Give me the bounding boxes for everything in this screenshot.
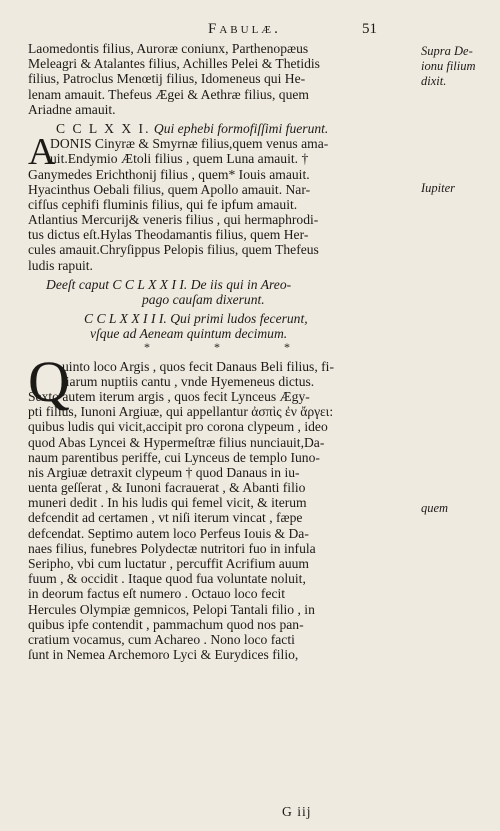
text-line: lenam amauit. Thefeus Ægei & Aethræ filius, quem <box>28 86 310 102</box>
text-line: filius, Patroclus Menœtij filius, Idomeneus qui He- <box>28 71 306 87</box>
margin-note-1 <box>421 44 476 89</box>
page-number: 51 <box>362 21 377 37</box>
star: * <box>144 339 150 354</box>
text-line: quibus ludis qui vicit,accipit pro corona clypeum , ideo <box>28 419 328 435</box>
text-line: naum parentibus periffe, cui Lynceus de templo Iuno- <box>28 449 320 465</box>
star: * <box>284 339 290 354</box>
text-line: ludis rapuit. <box>28 257 93 273</box>
text-line: cratium vocamus, cum Achareo . Nono loco facti <box>28 631 295 647</box>
text-line: Ariadne amauit. <box>28 101 116 117</box>
chapter-numeral: C C L X X I. <box>56 120 151 136</box>
text-line: Ganymedes Erichthonij filius , quem* Iouis amauit. <box>28 166 310 182</box>
chapter-heading-272 <box>28 277 396 307</box>
chapter-heading-273 <box>28 311 396 341</box>
text-line: defcendat. Septimo autem loco Perfeus Iouis & Da- <box>28 525 309 541</box>
text-line: Meleagri & Atalantes filius, Achilles Pelei & Thetidis <box>28 56 320 72</box>
text-line: Laomedontis filius, Auroræ coniunx, Parthenopæus <box>28 41 309 56</box>
margin-note-3 <box>421 501 448 516</box>
heading-line: vſque ad Aeneam quintum decimum. <box>90 326 288 342</box>
text-line: uinto loco Argis , quos fecit Danaus Beli filius, fi- <box>62 358 334 374</box>
margin-note-1-line: ionu filium <box>421 59 476 73</box>
text-line: Hercules Olympiæ gemnicos, Pelopi Tantali filio , in <box>28 601 315 617</box>
heading-line: C C L X X I I I. Qui primi ludos fecerunt, <box>84 311 308 327</box>
text-line: pti filius, Iunoni Argiuæ, qui appellantur ἀσπὶς ἐν ἄργει: <box>28 404 334 420</box>
star: * <box>214 339 220 354</box>
signature-mark: G iij <box>282 804 312 819</box>
running-head <box>0 21 500 41</box>
heading-line: Deeſt caput C C L X X I I. De iis qui in Areo- <box>46 276 292 292</box>
text-line: Hyacinthus Oebali filius, quem Apollo amauit. Nar- <box>28 181 311 197</box>
margin-note-1-line: dixit. <box>421 74 447 88</box>
text-line: nis Argiuæ detraxit clypeum † quod Danaus in iu- <box>28 464 300 480</box>
text-line: Atlantius Mercurij& veneris filius , qui hermaphrodi- <box>28 212 319 228</box>
asterism <box>28 339 396 355</box>
text-line: quibus ipfe contendit , pammachum quod nos pan- <box>28 616 304 632</box>
text-line: DONIS Cinyræ & Smyrnæ filius,quem venus ama- <box>50 136 329 152</box>
text-line: defcendit ad certamen , vt niſi iterum vincat , fæpe <box>28 510 303 526</box>
text-line: Seripho, vbi cum luctatur , percuffit Acrifium auum <box>28 556 309 571</box>
chapter-heading-271 <box>28 121 396 136</box>
margin-note-1-line: Supra De- <box>421 44 473 58</box>
text-line: cules amauit.Chryſippus Pelopis filius, quem Thefeus <box>28 242 319 258</box>
fable-273 <box>28 348 396 663</box>
text-column <box>28 41 396 662</box>
text-line: Sexto autem iterum argis , quos fecit Lynceus Ægy- <box>28 388 310 404</box>
page-title: Fabulæ. <box>208 21 281 37</box>
text-line: uenta geſſerat , & Iunoni facrauerat , & Abanti filio <box>28 480 306 496</box>
text-line: tus dictus eſt.Hylas Theodamantis filius, quem Her- <box>28 227 309 243</box>
text-line: ſunt in Nemea Archemoro Lyci & Eurydices filio, <box>28 647 299 663</box>
text-line: in deorum factus eſt numero . Octauo loco fecit <box>28 586 286 602</box>
heading-line: pago cauſam dixerunt. <box>142 292 265 307</box>
text-line: naes filius, funebres Polydectæ nutritori fuo in infula <box>28 540 316 556</box>
text-line: quod Abas Lyncei & Hypermeſtræ filius nunciauit,Da- <box>28 434 325 450</box>
text-line: liarum nuptiis cantu , vnde Hyemeneus dictus. <box>62 373 315 389</box>
margin-note-3-line: quem <box>421 501 449 515</box>
drop-cap: Q <box>28 348 70 414</box>
text-line: cifſus cephifi fluminis filius, qui fe ipfum amauit. <box>28 196 298 212</box>
text-line: muneri dedit . In his ludis qui femel vicit, & iterum <box>28 495 307 511</box>
text-line: uit.Endymio Ætoli filius , quem Luna amauit. † <box>50 151 309 167</box>
fable-270-continuation <box>28 41 396 117</box>
margin-note-2-line: Iupiter <box>421 181 456 195</box>
text-line: fuum , & occidit . Itaque quod fua voluntate noluit, <box>28 571 306 587</box>
drop-cap: A <box>28 131 56 174</box>
chapter-title: Qui ephebi formofiſſimi fuerunt. <box>153 120 329 136</box>
margin-note-2 <box>421 181 455 196</box>
fable-271 <box>28 131 396 273</box>
